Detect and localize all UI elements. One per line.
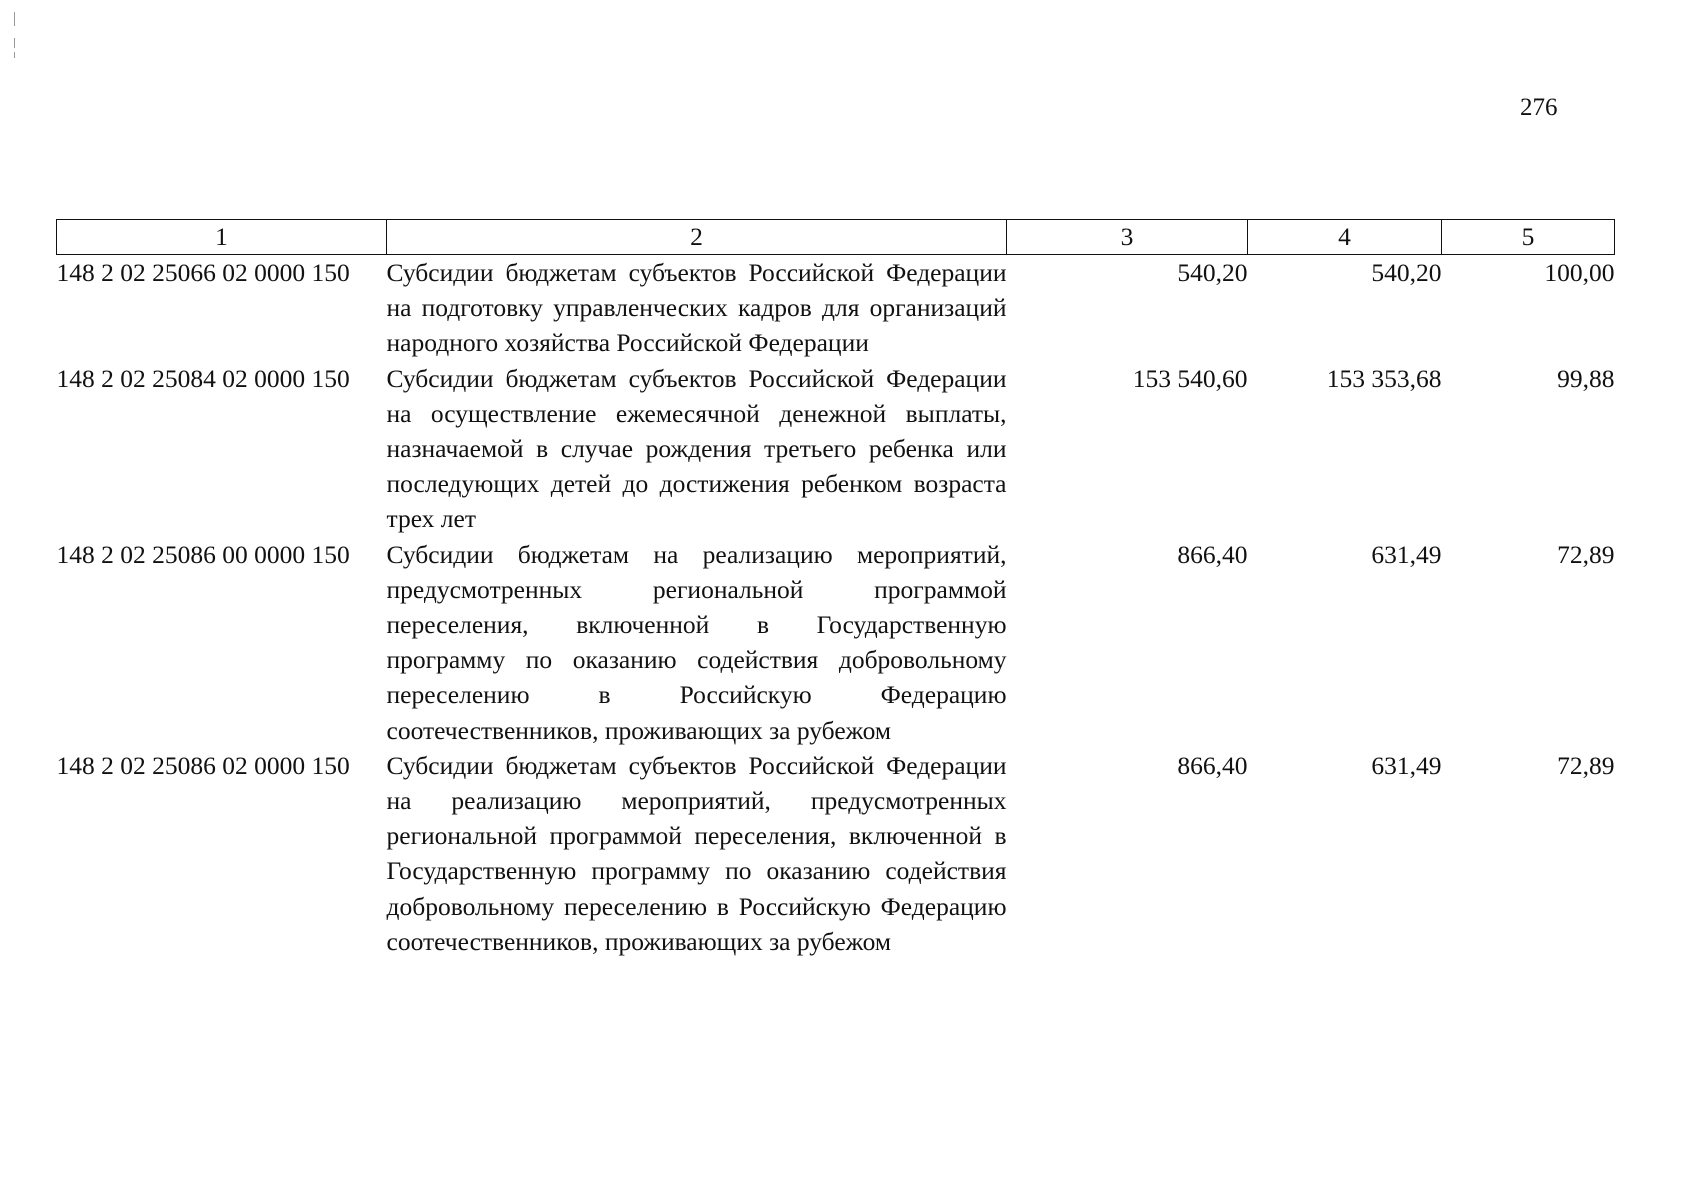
budget-code-cell: 148 2 02 25086 00 0000 150 [56, 539, 350, 569]
executed-amount-cell: 631,49 [1371, 750, 1442, 780]
description-cell: Субсидии бюджетам субъектов Российской Федерации на подготовку управленческих кадров для организаций народного хозяйства Российской Федерации [386, 258, 1007, 358]
column-header-5: 5 [1442, 220, 1615, 255]
scan-edge-mark [14, 12, 15, 26]
scan-edge-mark [14, 52, 15, 58]
page-number: 276 [1520, 94, 1558, 121]
planned-amount-cell: 866,40 [1177, 750, 1248, 780]
description-cell: Субсидии бюджетам субъектов Российской Федерации на реализацию мероприятий, предусмотренных региональной программой переселения, включенной в Государственную программу по оказанию содействия добровольному переселению в Российскую Федерацию соотечественников, проживающих за рубежом [386, 750, 1007, 956]
column-header-3: 3 [1007, 220, 1248, 255]
execution-percent-cell: 72,89 [1557, 539, 1615, 569]
executed-amount-cell: 540,20 [1371, 258, 1442, 287]
table-row [57, 361, 1615, 537]
budget-code-cell: 148 2 02 25066 02 0000 150 [56, 258, 350, 287]
table-row [57, 748, 1615, 959]
column-header-2: 2 [387, 220, 1007, 255]
budget-code-cell: 148 2 02 25086 02 0000 150 [56, 750, 350, 780]
planned-amount-cell: 866,40 [1177, 539, 1248, 569]
execution-percent-cell: 99,88 [1557, 363, 1615, 393]
scan-edge-mark [14, 38, 15, 48]
budget-code-cell: 148 2 02 25084 02 0000 150 [56, 363, 350, 393]
column-header-4: 4 [1248, 220, 1442, 255]
executed-amount-cell: 153 353,68 [1326, 363, 1442, 393]
table-row [57, 255, 1615, 361]
description-cell: Субсидии бюджетам субъектов Российской Федерации на осуществление ежемесячной денежной выплаты, назначаемой в случае рождения третьего ребенка или последующих детей до достижения ребенком возраста трех лет [386, 363, 1007, 534]
table-row [57, 537, 1615, 748]
executed-amount-cell: 631,49 [1371, 539, 1442, 569]
execution-percent-cell: 100,00 [1544, 258, 1615, 287]
description-cell: Субсидии бюджетам на реализацию мероприятий, предусмотренных региональной программой переселения, включенной в Государственную программу по оказанию содействия добровольному переселению в Российскую Федерацию соотечественников, проживающих за рубежом [386, 539, 1007, 745]
execution-percent-cell: 72,89 [1557, 750, 1615, 780]
planned-amount-cell: 153 540,60 [1132, 363, 1248, 393]
planned-amount-cell: 540,20 [1177, 258, 1248, 287]
budget-table [56, 219, 1615, 959]
table-header-row [57, 220, 1615, 255]
column-header-1: 1 [57, 220, 387, 255]
